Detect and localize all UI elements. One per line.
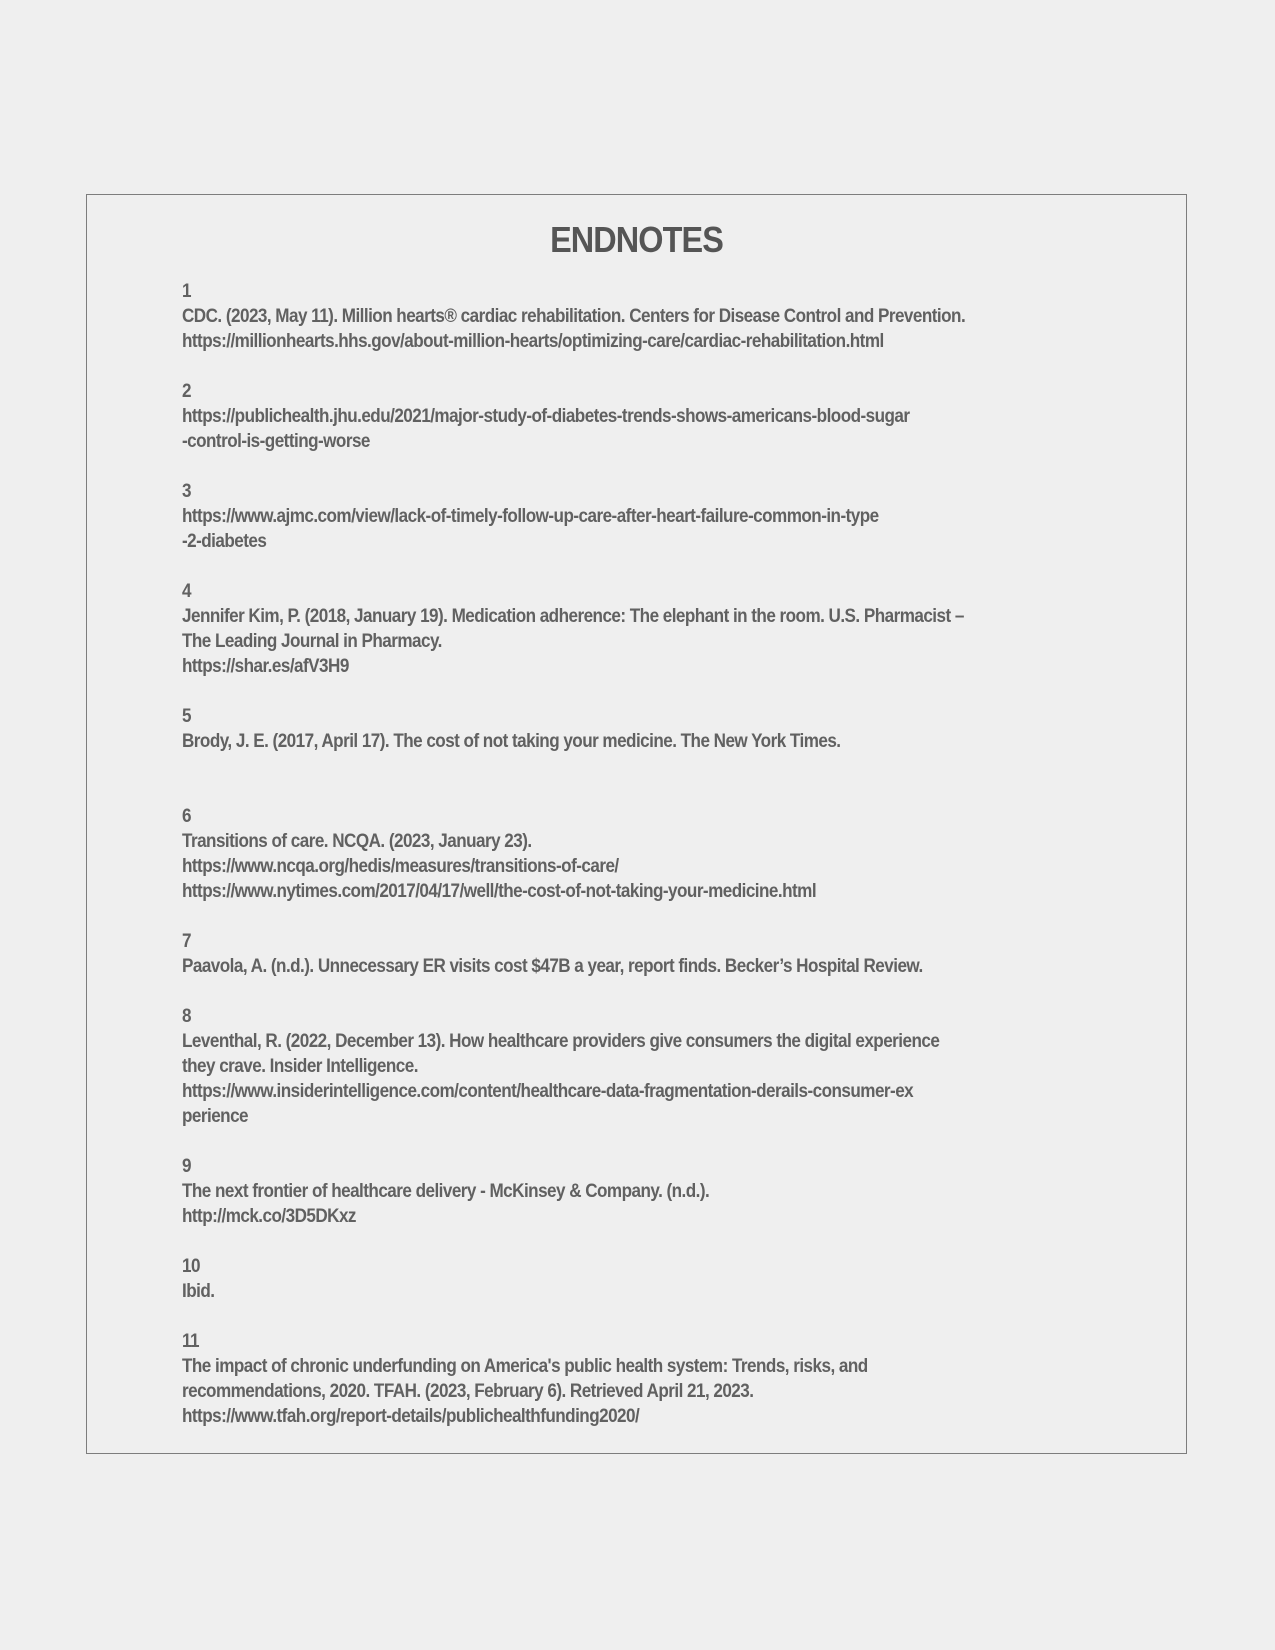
endnote-number: 6 (182, 806, 191, 827)
endnote-text: Paavola, A. (n.d.). Unnecessary ER visits cost $47B a year, report finds. Becker’s Hospital Review. (182, 956, 923, 977)
page-title: ENDNOTES (550, 219, 723, 260)
endnote-link[interactable]: https://shar.es/afV3H9 (182, 656, 349, 677)
endnote-1 (182, 279, 1046, 354)
endnote-text: Ibid. (182, 1281, 215, 1302)
endnote-4 (182, 579, 1046, 679)
endnote-number: 9 (182, 1156, 191, 1177)
endnote-text: recommendations, 2020. TFAH. (2023, February 6). Retrieved April 21, 2023. (182, 1381, 754, 1402)
endnote-link[interactable]: https://www.ajmc.com/view/lack-of-timely-follow-up-care-after-heart-failure-common-in-type (182, 506, 879, 527)
endnote-number: 5 (182, 706, 191, 727)
endnote-11 (182, 1329, 1046, 1429)
endnote-number: 11 (182, 1331, 200, 1352)
endnote-link[interactable]: http://mck.co/3D5DKxz (182, 1206, 356, 1227)
endnote-text: The impact of chronic underfunding on America's public health system: Trends, risks, and (182, 1356, 868, 1377)
endnote-number: 1 (182, 281, 191, 302)
endnote-5 (182, 704, 1046, 754)
endnote-number: 3 (182, 481, 191, 502)
endnote-link[interactable]: https://www.tfah.org/report-details/publichealthfunding2020/ (182, 1406, 640, 1427)
endnote-link-continued[interactable]: perience (182, 1106, 249, 1127)
endnote-text: Brody, J. E. (2017, April 17). The cost of not taking your medicine. The New York Times. (182, 731, 841, 752)
endnote-link-continued[interactable]: -control-is-getting-worse (182, 431, 370, 452)
endnote-link[interactable]: https://www.ncqa.org/hedis/measures/transitions-of-care/ (182, 856, 619, 877)
endnote-text: they crave. Insider Intelligence. (182, 1056, 418, 1077)
endnote-number: 10 (182, 1256, 200, 1277)
endnote-number: 8 (182, 1006, 191, 1027)
endnote-6 (182, 804, 1046, 904)
endnote-link[interactable]: https://www.insiderintelligence.com/content/healthcare-data-fragmentation-derails-consumer-ex (182, 1081, 914, 1102)
endnote-number: 2 (182, 381, 191, 402)
endnote-link[interactable]: https://millionhearts.hhs.gov/about-million-hearts/optimizing-care/cardiac-rehabilitation.html (182, 331, 884, 352)
endnote-number: 4 (182, 581, 191, 602)
endnote-10 (182, 1254, 1046, 1304)
endnote-9 (182, 1154, 1046, 1229)
endnote-text: Jennifer Kim, P. (2018, January 19). Medication adherence: The elephant in the room. U.S. Pharmacist – (182, 606, 964, 627)
endnote-3 (182, 479, 1046, 554)
endnote-text: The Leading Journal in Pharmacy. (182, 631, 442, 652)
endnote-text: Transitions of care. NCQA. (2023, January 23). (182, 831, 532, 852)
endnote-8 (182, 1004, 1046, 1129)
endnotes-box (86, 194, 1187, 1454)
endnote-link[interactable]: https://www.nytimes.com/2017/04/17/well/the-cost-of-not-taking-your-medicine.html (182, 881, 817, 902)
endnote-number: 7 (182, 931, 191, 952)
endnote-2 (182, 379, 1046, 454)
endnote-link-continued[interactable]: -2-diabetes (182, 531, 267, 552)
endnote-text: The next frontier of healthcare delivery - McKinsey & Company. (n.d.). (182, 1181, 710, 1202)
endnote-7 (182, 929, 1046, 979)
endnote-text: CDC. (2023, May 11). Million hearts® cardiac rehabilitation. Centers for Disease Control and Prevention. (182, 306, 966, 327)
endnote-text: Leventhal, R. (2022, December 13). How healthcare providers give consumers the digital experience (182, 1031, 940, 1052)
endnote-link[interactable]: https://publichealth.jhu.edu/2021/major-study-of-diabetes-trends-shows-americans-blood-sugar (182, 406, 910, 427)
